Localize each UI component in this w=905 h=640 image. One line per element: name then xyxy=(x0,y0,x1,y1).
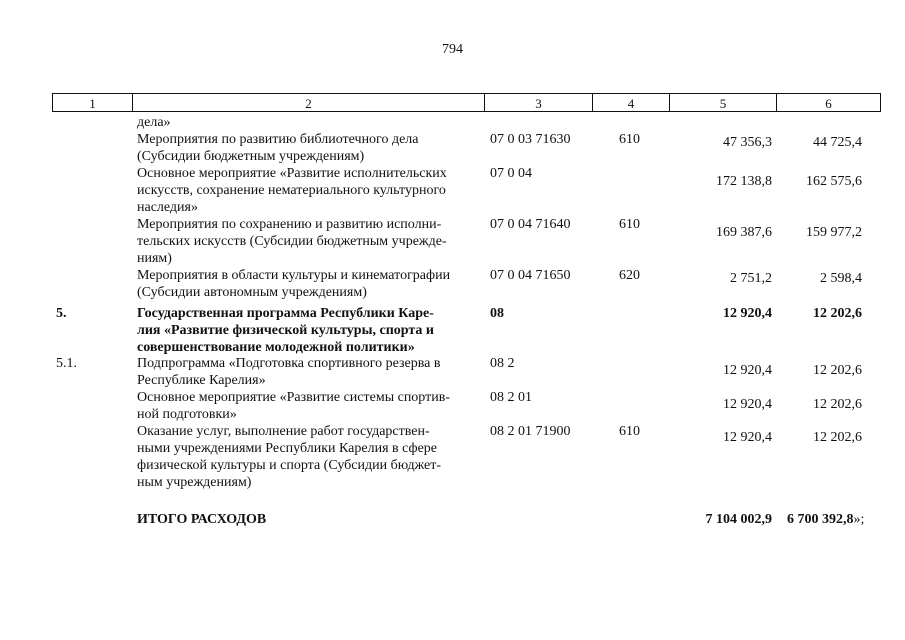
row-name xyxy=(137,165,482,216)
row-name xyxy=(137,423,482,491)
row-code: 07 0 03 71630 xyxy=(490,132,571,147)
row-name-line: ной подготовки» xyxy=(137,407,237,422)
row-name xyxy=(137,216,482,267)
row-name-line: ными учреждениями Республики Карелия в сфере xyxy=(137,441,438,456)
row-name-line: Государственная программа Республики Каре- xyxy=(137,306,434,321)
total-value-2: 6 700 392,8 xyxy=(787,512,854,527)
row-number: 5. xyxy=(56,306,67,321)
row-kind: 610 xyxy=(619,424,640,439)
row-code: 08 2 01 xyxy=(490,390,532,405)
row-name-line: искусств, сохранение нематериального культурного xyxy=(137,183,446,198)
total-label: ИТОГО РАСХОДОВ xyxy=(137,512,267,527)
row-kind: 610 xyxy=(619,217,640,232)
row-value-2: 12 202,6 xyxy=(813,430,862,445)
row-value-2: 12 202,6 xyxy=(813,306,862,321)
row-name xyxy=(137,355,482,389)
row-value-1: 12 920,4 xyxy=(723,430,772,445)
row-name-line: Мероприятия по развитию библиотечного дела xyxy=(137,132,419,147)
row-number: 5.1. xyxy=(56,356,77,371)
row-name-line: тельских искусств (Субсидии бюджетным учрежде- xyxy=(137,234,447,249)
row-code: 08 xyxy=(490,306,504,321)
row-value-1: 47 356,3 xyxy=(723,135,772,150)
column-header-3: 3 xyxy=(485,94,593,112)
row-name-line: (Субсидии бюджетным учреждениям) xyxy=(137,149,365,164)
row-value-1: 12 920,4 xyxy=(723,363,772,378)
row-code: 08 2 01 71900 xyxy=(490,424,571,439)
row-value-1: 2 751,2 xyxy=(730,271,772,286)
row-name-line: (Субсидии автономным учреждениям) xyxy=(137,285,367,300)
row-value-2: 2 598,4 xyxy=(820,271,862,286)
row-code: 08 2 xyxy=(490,356,515,371)
row-code: 07 0 04 xyxy=(490,166,532,181)
row-value-2: 162 575,6 xyxy=(806,174,862,189)
row-value-2: 44 725,4 xyxy=(813,135,862,150)
row-value-2: 159 977,2 xyxy=(806,225,862,240)
row-name-line: лия «Развитие физической культуры, спорта и xyxy=(137,323,434,338)
column-header-1: 1 xyxy=(53,94,133,112)
row-value-2: 12 202,6 xyxy=(813,397,862,412)
total-value-1: 7 104 002,9 xyxy=(705,512,772,527)
total-value-2-wrap xyxy=(787,511,864,528)
row-name-line: наследия» xyxy=(137,200,198,215)
column-header-table xyxy=(52,93,881,112)
row-name xyxy=(137,131,482,165)
page-number: 794 xyxy=(442,42,463,57)
row-code: 07 0 04 71640 xyxy=(490,217,571,232)
row-name-line: физической культуры и спорта (Субсидии бюджет- xyxy=(137,458,442,473)
total-suffix: »; xyxy=(853,512,865,527)
row-value-1: 12 920,4 xyxy=(723,397,772,412)
row-value-1: 169 387,6 xyxy=(716,225,772,240)
row-value-1: 172 138,8 xyxy=(716,174,772,189)
row-name-line: Основное мероприятие «Развитие исполнительских xyxy=(137,166,447,181)
row-name xyxy=(137,305,482,356)
row-name-line: ниям) xyxy=(137,251,172,266)
row-code: 07 0 04 71650 xyxy=(490,268,571,283)
column-header-6: 6 xyxy=(777,94,881,112)
column-header-2: 2 xyxy=(133,94,485,112)
row-name-line: Мероприятия в области культуры и кинематографии xyxy=(137,268,451,283)
row-name xyxy=(137,114,482,131)
row-name xyxy=(137,267,482,301)
row-kind: 610 xyxy=(619,132,640,147)
row-name-line: совершенствование молодежной политики» xyxy=(137,340,415,355)
row-name-line: Мероприятия по сохранению и развитию исполни- xyxy=(137,217,442,232)
row-name-line: Подпрограмма «Подготовка спортивного резерва в xyxy=(137,356,441,371)
row-kind: 620 xyxy=(619,268,640,283)
row-name-line: ным учреждениям) xyxy=(137,475,252,490)
row-name-line: Оказание услуг, выполнение работ государствен- xyxy=(137,424,430,439)
column-header-4: 4 xyxy=(593,94,670,112)
row-name-line: Республике Карелия» xyxy=(137,373,266,388)
row-value-1: 12 920,4 xyxy=(723,306,772,321)
row-value-2: 12 202,6 xyxy=(813,363,862,378)
row-name-line: дела» xyxy=(137,115,171,130)
column-header-5: 5 xyxy=(670,94,777,112)
row-name-line: Основное мероприятие «Развитие системы спортив- xyxy=(137,390,451,405)
row-name xyxy=(137,389,482,423)
